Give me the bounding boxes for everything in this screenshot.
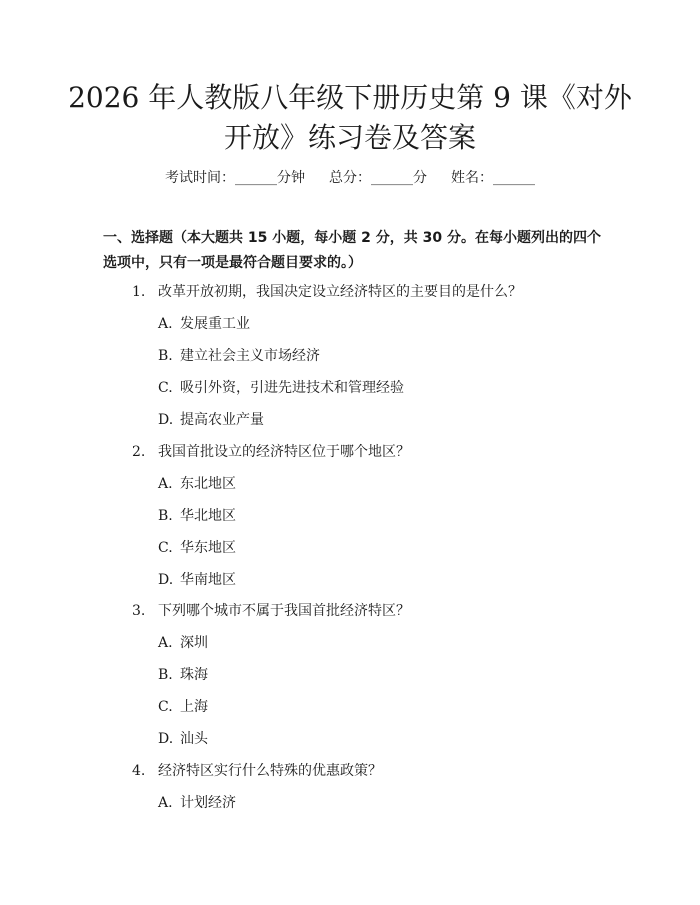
question-3-option-b bbox=[158, 665, 208, 685]
question-text: 下列哪个城市不属于我国首批经济特区？ bbox=[158, 603, 410, 619]
option-letter: B. bbox=[158, 348, 173, 364]
option-letter: C. bbox=[158, 380, 173, 396]
option-letter: B. bbox=[158, 667, 173, 683]
document-title-line-1: 2026 年人教版八年级下册历史第 9 课《对外 bbox=[68, 81, 632, 114]
option-letter: B. bbox=[158, 508, 173, 524]
question-text: 改革开放初期，我国决定设立经济特区的主要目的是什么？ bbox=[158, 284, 522, 300]
exam-time-field: 考试时间：______分钟 bbox=[165, 170, 305, 186]
option-letter: A. bbox=[158, 635, 173, 651]
question-4-option-a bbox=[158, 793, 236, 813]
question-text: 我国首批设立的经济特区位于哪个地区？ bbox=[158, 444, 410, 460]
question-3-option-c bbox=[158, 697, 208, 717]
option-text: 提高农业产量 bbox=[180, 412, 264, 428]
option-letter: A. bbox=[158, 316, 173, 332]
option-text: 东北地区 bbox=[180, 476, 236, 492]
option-letter: C. bbox=[158, 699, 173, 715]
question-number: 4. bbox=[132, 763, 146, 779]
option-text: 吸引外资，引进先进技术和管理经验 bbox=[180, 380, 404, 396]
option-letter: C. bbox=[158, 540, 173, 556]
option-text: 计划经济 bbox=[180, 795, 236, 811]
document-title-line-2: 开放》练习卷及答案 bbox=[223, 121, 476, 154]
question-3-option-d bbox=[158, 729, 208, 749]
question-1-option-d bbox=[158, 410, 264, 430]
option-text: 深圳 bbox=[180, 635, 208, 651]
option-text: 上海 bbox=[180, 699, 208, 715]
option-text: 华南地区 bbox=[180, 572, 236, 588]
option-letter: A. bbox=[158, 476, 173, 492]
question-4 bbox=[132, 761, 382, 781]
option-letter: D. bbox=[158, 412, 174, 428]
question-text: 经济特区实行什么特殊的优惠政策？ bbox=[158, 763, 382, 779]
option-text: 建立社会主义市场经济 bbox=[180, 348, 320, 364]
option-letter: A. bbox=[158, 795, 173, 811]
question-number: 1. bbox=[132, 284, 146, 300]
student-name-field: 姓名：______ bbox=[451, 170, 535, 186]
question-number: 3. bbox=[132, 603, 146, 619]
question-3 bbox=[132, 601, 410, 621]
option-text: 汕头 bbox=[180, 731, 208, 747]
exam-info-line bbox=[0, 168, 700, 188]
question-number: 2. bbox=[132, 444, 146, 460]
question-1-option-b bbox=[158, 346, 320, 366]
question-2 bbox=[132, 442, 410, 462]
question-2-option-c bbox=[158, 538, 236, 558]
question-1 bbox=[132, 282, 522, 302]
option-text: 华东地区 bbox=[180, 540, 236, 556]
section-heading-multiple-choice: 一、选择题（本大题共 15 小题，每小题 2 分，共 30 分。在每小题列出的四个选项中，只有一项是最符合题目要求的。） bbox=[103, 230, 601, 271]
question-3-option-a bbox=[158, 633, 208, 653]
option-text: 珠海 bbox=[180, 667, 208, 683]
question-1-option-a bbox=[158, 314, 250, 334]
question-2-option-b bbox=[158, 506, 236, 526]
option-text: 发展重工业 bbox=[180, 316, 250, 332]
question-1-option-c bbox=[158, 378, 404, 398]
option-text: 华北地区 bbox=[180, 508, 236, 524]
question-2-option-d bbox=[158, 570, 236, 590]
option-letter: D. bbox=[158, 572, 174, 588]
option-letter: D. bbox=[158, 731, 174, 747]
total-score-field: 总分：______分 bbox=[329, 170, 427, 186]
question-2-option-a bbox=[158, 474, 236, 494]
